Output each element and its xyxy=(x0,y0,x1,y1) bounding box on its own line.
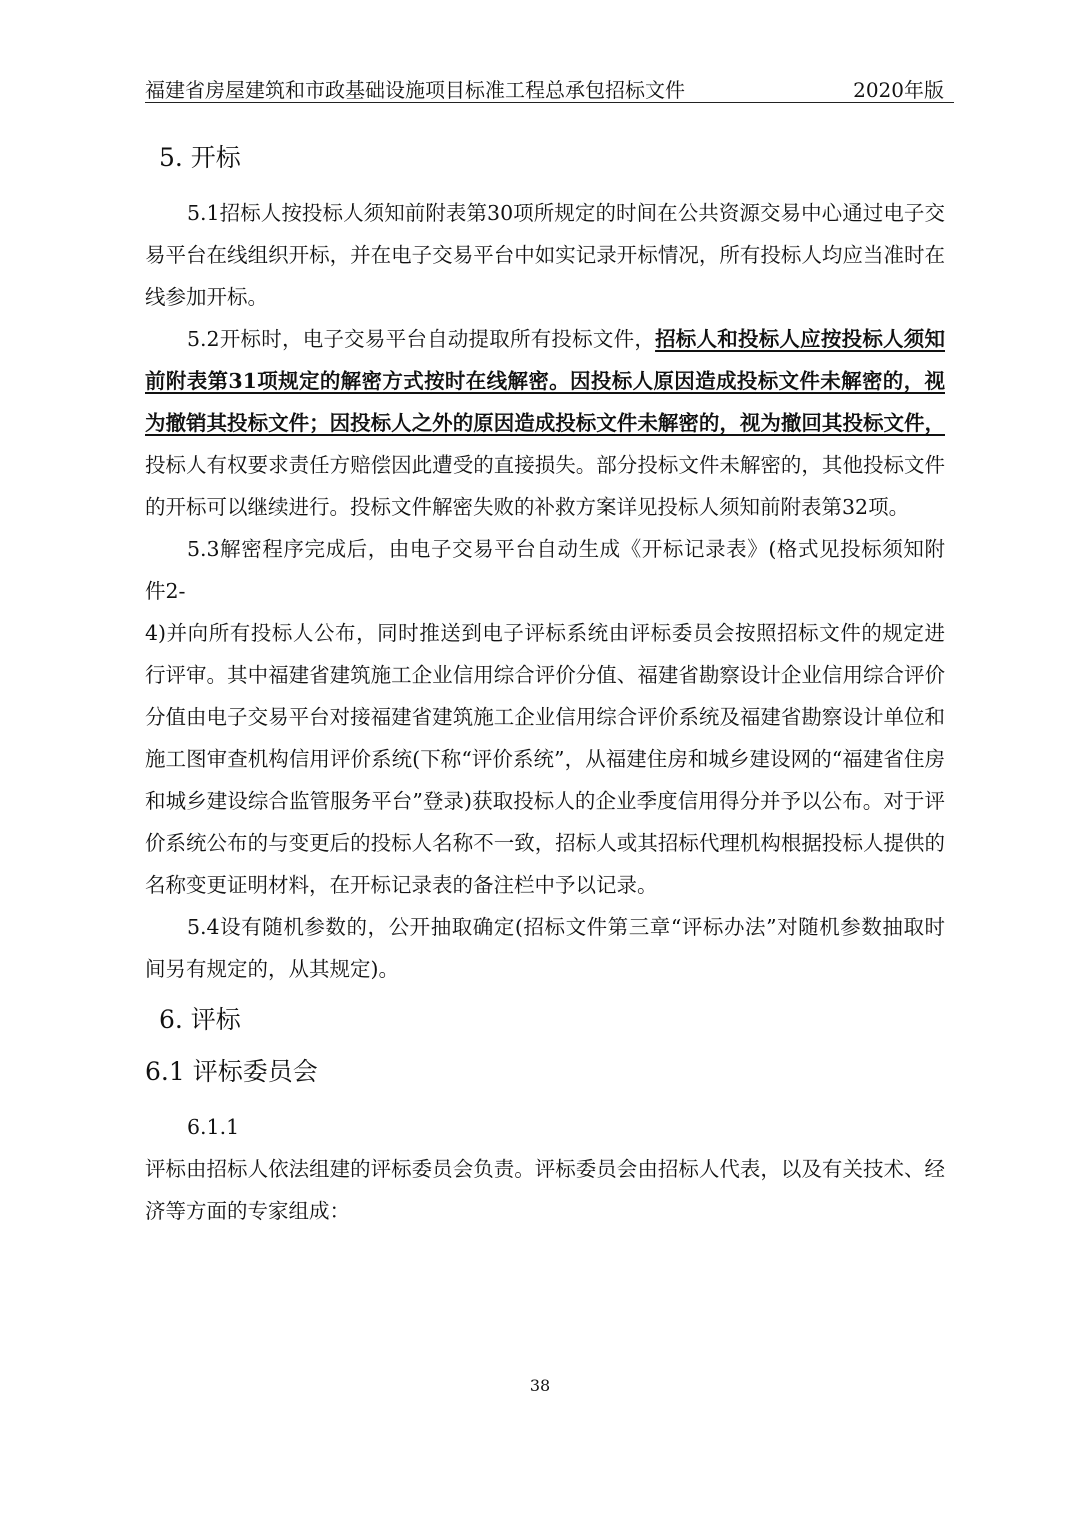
section-5-heading: 5. 开标 xyxy=(159,143,241,172)
section-6-heading: 6. 评标 xyxy=(159,1005,241,1034)
clause-5-2-intro: 5.2开标时，电子交易平台自动提取所有投标文件， xyxy=(187,327,656,351)
clause-6-1-1-number: 6.1.1 xyxy=(187,1115,240,1139)
header-divider xyxy=(145,102,954,103)
header-edition: 2020年版 xyxy=(853,78,944,102)
page-body xyxy=(145,140,945,1232)
clause-5-2 xyxy=(145,318,945,528)
subsection-6-1-heading: 6.1 评标委员会 xyxy=(145,1057,318,1086)
clause-5-2-emphasis: 招标人和投标人应按投标人须知前附表第31项规定的解密方式按时在线解密。因投标人原因造成投标文件未解密的，视为撤销其投标文件；因投标人之外的原因造成投标文件未解密的，视为撤回其投标文件， xyxy=(145,327,945,435)
clause-5-4: 5.4设有随机参数的，公开抽取确定(招标文件第三章“评标办法”对随机参数抽取时间另有规定的，从其规定)。 xyxy=(145,915,945,981)
clause-6-1-1: 评标由招标人依法组建的评标委员会负责。评标委员会由招标人代表，以及有关技术、经济等方面的专家组成： xyxy=(145,1157,945,1223)
clause-5-1: 5.1招标人按投标人须知前附表第30项所规定的时间在公共资源交易中心通过电子交易平台在线组织开标，并在电子交易平台中如实记录开标情况，所有投标人均应当准时在线参加开标。 xyxy=(145,201,945,309)
clause-5-2-rest: 投标人有权要求责任方赔偿因此遭受的直接损失。部分投标文件未解密的，其他投标文件的开标可以继续进行。投标文件解密失败的补救方案详见投标人须知前附表第32项。 xyxy=(145,453,945,519)
clause-5-3-first-line: 5.3解密程序完成后，由电子交易平台自动生成《开标记录表》(格式见投标须知附件2- xyxy=(145,537,945,603)
page-number: 38 xyxy=(529,1376,551,1395)
header-title: 福建省房屋建筑和市政基础设施项目标准工程总承包招标文件 xyxy=(145,78,685,102)
clause-5-3: 4)并向所有投标人公布，同时推送到电子评标系统由评标委员会按照招标文件的规定进行评审。其中福建省建筑施工企业信用综合评价分值、福建省勘察设计企业信用综合评价分值由电子交易平台对接福建省建筑施工企业信用综合评价系统及福建省勘察设计单位和施工图审查机构信用评价系统(下称“评价系统”，从福建住房和城乡建设网的“福建省住房和城乡建设综合监管服务平台”登录)获取投标人的企业季度信用得分并予以公布。对于评价系统公布的与变更后的投标人名称不一致，招标人或其招标代理机构根据投标人提供的名称变更证明材料，在开标记录表的备注栏中予以记录。 xyxy=(145,621,945,897)
